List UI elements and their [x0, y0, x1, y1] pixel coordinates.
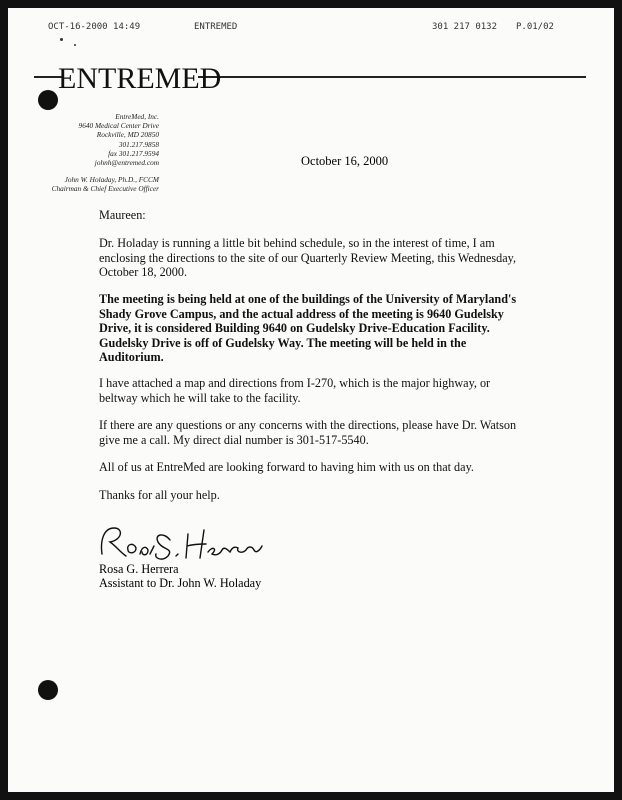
executive-name: John W. Holaday, Ph.D., FCCM [64, 175, 159, 185]
phone-number: 301.217.9858 [118, 139, 159, 149]
signer-name: Rosa G. Herrera [99, 562, 179, 576]
fax-number: 301 217 0132 [432, 22, 498, 32]
paragraph-4: If there are any questions or any concerns with the directions, please have Dr. Watson give me a call. My direct dial number is 301-517-5540. [99, 418, 517, 447]
handwritten-signature [96, 520, 266, 564]
salutation: Maureen: [99, 208, 146, 222]
paragraph-5: All of us at EntreMed are looking forward to having him with us on that day. [99, 460, 474, 474]
speck [74, 44, 76, 46]
city-address: Rockville, MD 20850 [96, 130, 159, 140]
binder-hole [38, 680, 58, 700]
letterhead-rule-right [198, 76, 586, 78]
email-address: johnh@entremed.com [94, 158, 159, 168]
address-block [52, 112, 159, 194]
entremed-logo: ENTREMED [58, 62, 222, 95]
binder-hole [38, 90, 58, 110]
paragraph-3: I have attached a map and directions from I-270, which is the major highway, or beltway which he will take to the facility. [99, 376, 491, 405]
fax-sender: ENTREMED [194, 22, 238, 32]
closing: Thanks for all your help. [99, 488, 220, 502]
company-name: EntreMed, Inc. [115, 112, 159, 121]
fax-page: P.01/02 [516, 22, 554, 32]
executive-title: Chairman & Chief Executive Officer [51, 184, 159, 194]
letter-page [8, 8, 614, 792]
paragraph-2: The meeting is being held at one of the buildings of the University of Maryland's Shady Grove Campus, and the actual address of the meeting is 9640 Gudelsky Drive, it is considered Building 9640 on Gudelsky Drive-Education Facility. Gudelsky Drive is off of Gudelsky Way. The meeting will be held in the Auditorium. [99, 292, 517, 365]
street-address: 9640 Medical Center Drive [78, 121, 159, 131]
fax-datetime: OCT-16-2000 14:49 [48, 22, 141, 32]
speck [60, 38, 63, 41]
signer-title: Assistant to Dr. John W. Holaday [99, 576, 262, 590]
letter-date: October 16, 2000 [301, 154, 389, 168]
paragraph-1: Dr. Holaday is running a little bit behind schedule, so in the interest of time, I am enclosing the directions to the site of our Quarterly Review Meeting, this Wednesday, October 18, 2000. [99, 236, 517, 280]
fax-line: fax 301.217.9594 [108, 148, 159, 158]
